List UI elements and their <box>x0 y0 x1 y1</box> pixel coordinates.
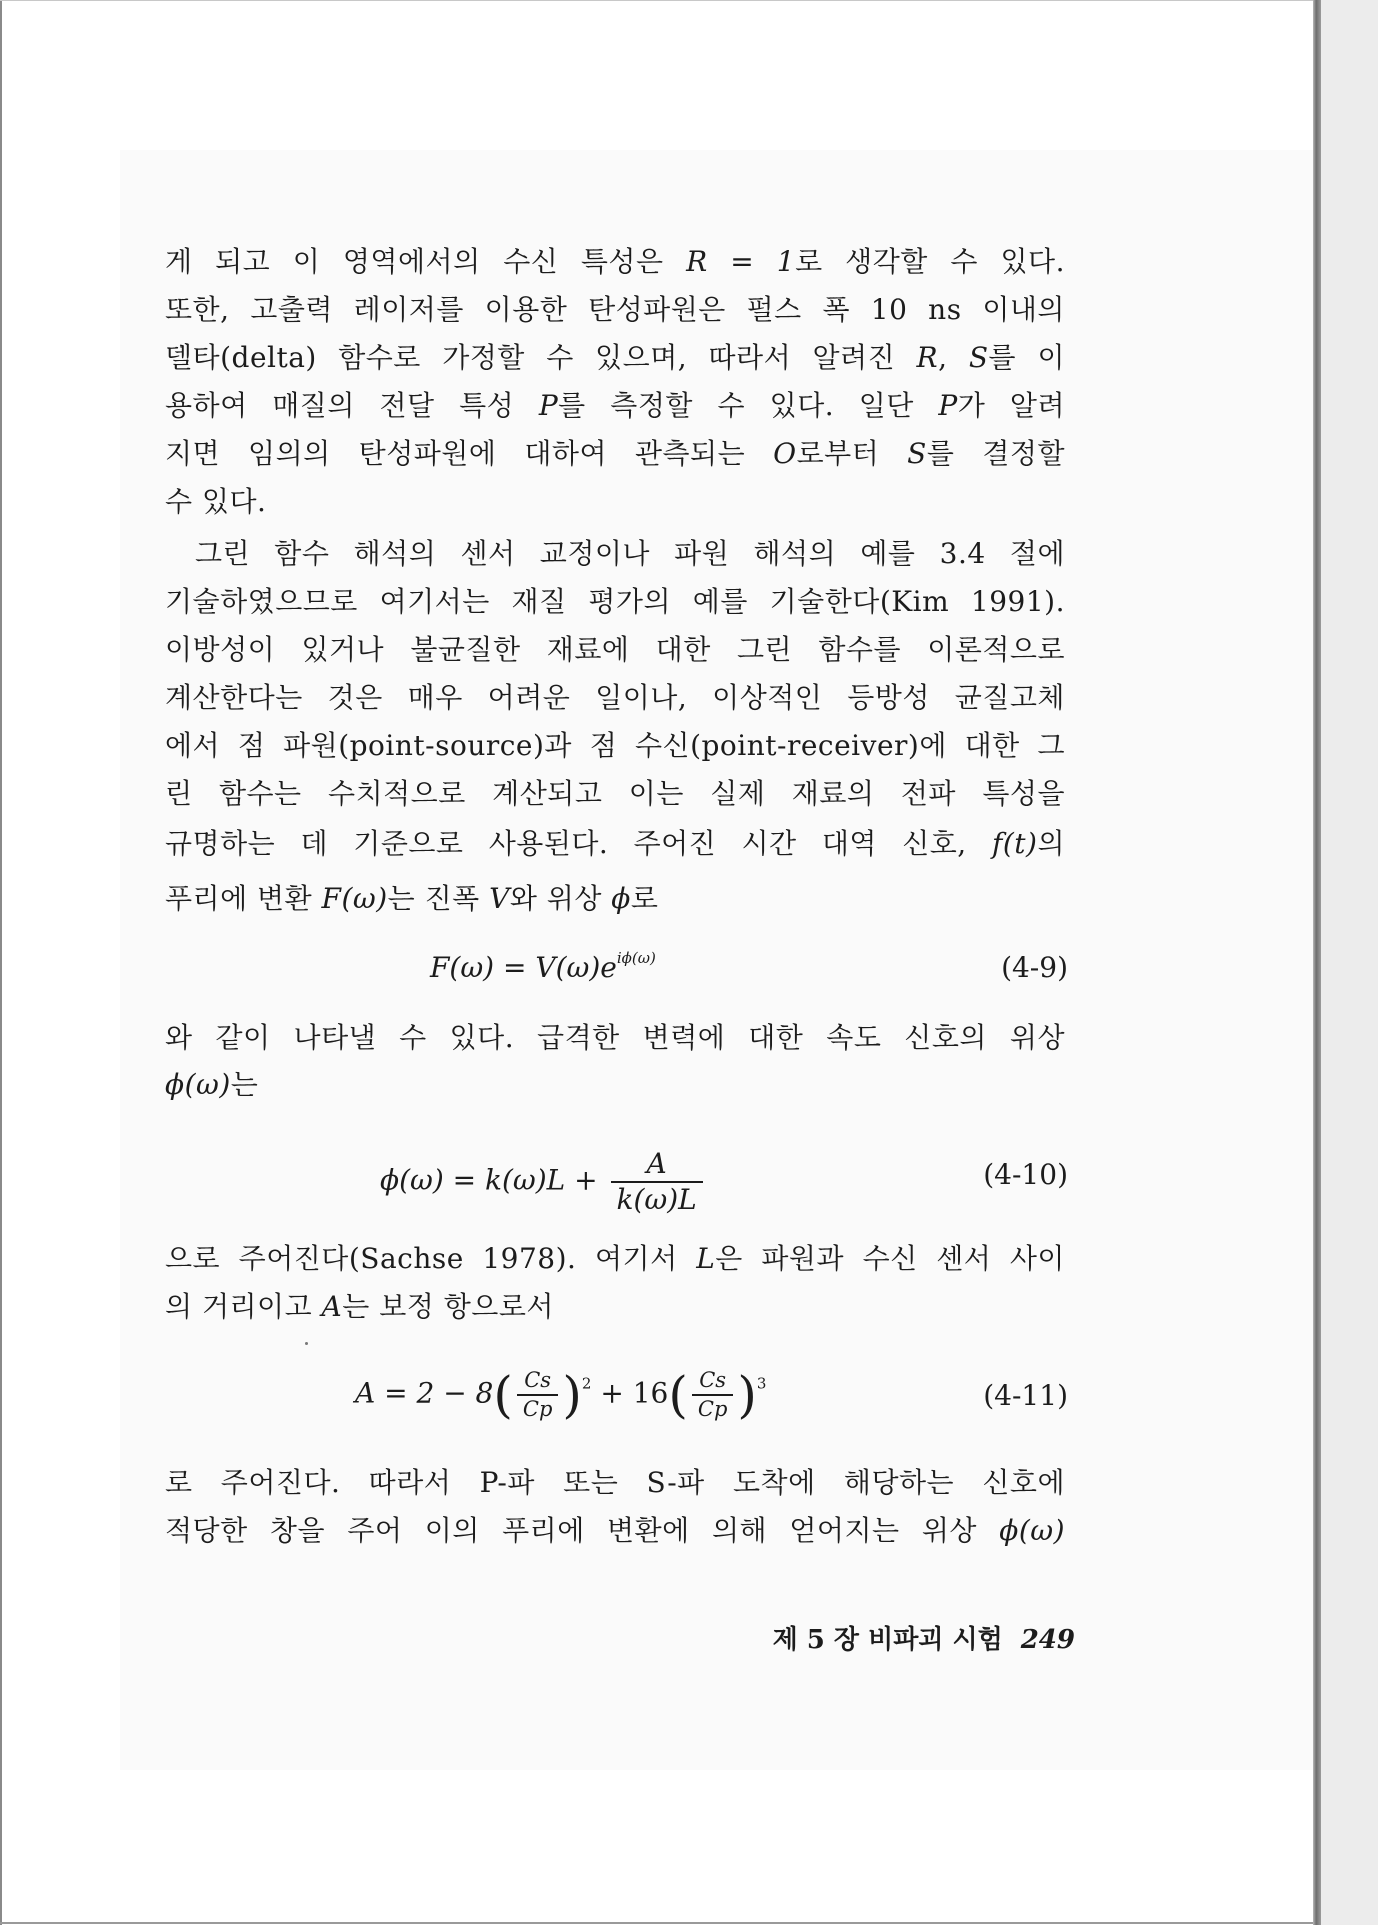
math-inline: R = 1 <box>686 245 796 278</box>
equation-exponent: iϕ(ω) <box>616 949 656 967</box>
text-span: 로 생각할 수 있다. <box>795 245 1065 278</box>
text-line: 린 함수는 수치적으로 계산되고 이는 실제 재료의 전파 특성을 <box>165 777 1065 810</box>
text-span: 로 <box>630 882 659 915</box>
text-line: 계산한다는 것은 매우 어려운 일이나, 이상적인 등방성 균질고체 <box>165 681 1065 714</box>
text-span: 의 <box>1037 827 1065 860</box>
text-span: 는 보정 항으로서 <box>342 1290 554 1323</box>
text-line: 수 있다. <box>165 485 267 518</box>
text-span: 은 파원과 수신 센서 사이 <box>715 1242 1065 1275</box>
equation-4-10 <box>380 1147 707 1216</box>
text-span: 와 위상 <box>509 882 612 915</box>
page-background <box>1321 0 1378 1925</box>
math-inline: O <box>773 437 797 470</box>
math-inline: P <box>938 389 958 422</box>
text-line <box>165 239 1065 285</box>
fraction-denominator: Cp <box>697 1397 728 1421</box>
text-span: 를 측정할 수 있다. 일단 <box>558 389 939 422</box>
math-inline: P <box>538 389 559 422</box>
text-line <box>165 876 658 922</box>
text-line: 또한, 고출력 레이저를 이용한 탄성파원은 펄스 폭 10 ns 이내의 <box>165 293 1065 326</box>
text-span: 가 알려 <box>957 389 1065 422</box>
text-span: 지면 임의의 탄성파원에 대하여 관측되는 <box>165 437 774 470</box>
text-span: 규명하는 데 기준으로 사용된다. 주어진 시간 대역 신호, <box>165 827 992 860</box>
text-span: 델타(delta) 함수로 가정할 수 있으며, 따라서 알려진 <box>165 341 917 374</box>
page-border-bottom <box>0 1922 1318 1924</box>
equation-expression: ϕ(ω) = k(ω)L + <box>380 1163 607 1197</box>
text-line <box>165 431 1065 477</box>
text-span: 의 거리이고 <box>165 1290 322 1323</box>
fraction-denominator: k(ω)L <box>616 1183 697 1216</box>
equation-fraction <box>517 1370 559 1420</box>
math-inline: S <box>907 437 927 470</box>
text-span: 는 진폭 <box>387 882 490 915</box>
equation-fraction <box>692 1370 734 1420</box>
fraction-numerator: Cs <box>699 1368 727 1392</box>
equation-fraction <box>611 1147 703 1216</box>
text-line: 이방성이 있거나 불균질한 재료에 대한 그린 함수를 이론적으로 <box>165 633 1065 666</box>
equation-expression: A = 2 − 8 <box>355 1376 494 1410</box>
text-span: 는 <box>230 1068 259 1101</box>
text-span: 푸리에 변환 <box>165 882 322 915</box>
text-line <box>165 1508 1065 1554</box>
math-inline: ϕ(ω) <box>165 1068 231 1101</box>
text-line: 와 같이 나타낼 수 있다. 급격한 변력에 대한 속도 신호의 위상 <box>165 1021 1065 1054</box>
text-span: 로부터 <box>796 437 908 470</box>
equation-number: (4-11) <box>983 1379 1068 1412</box>
text-line: 그린 함수 해석의 센서 교정이나 파원 해석의 예를 3.4 절에 <box>195 537 1065 570</box>
math-inline: F(ω) <box>321 882 388 915</box>
text-span: 용하여 매질의 전달 특성 <box>165 389 539 422</box>
equation-exponent: 3 <box>756 1374 767 1393</box>
fraction-numerator: Cs <box>524 1368 552 1392</box>
text-line <box>165 1236 1065 1282</box>
text-span: 으로 주어진다(Sachse 1978). 여기서 <box>165 1242 697 1275</box>
page-number: 249 <box>1020 1625 1075 1655</box>
text-line <box>165 1284 554 1330</box>
text-line: 로 주어진다. 따라서 P-파 또는 S-파 도착에 해당하는 신호에 <box>165 1466 1065 1499</box>
equation-number: (4-10) <box>983 1158 1068 1191</box>
text-span: 게 되고 이 영역에서의 수신 특성은 <box>165 245 687 278</box>
scan-speck <box>305 1342 308 1345</box>
math-inline: ϕ(ω) <box>999 1514 1065 1547</box>
math-inline: ϕ <box>611 882 631 915</box>
fraction-numerator: A <box>646 1147 667 1180</box>
equation-4-9 <box>430 945 656 991</box>
text-span: 적당한 창을 주어 이의 푸리에 변환에 의해 얻어지는 위상 <box>165 1514 1000 1547</box>
page-footer <box>730 1617 1075 1663</box>
text-line <box>165 383 1065 429</box>
equation-expression: + 16 <box>591 1376 669 1410</box>
equation-expression: F(ω) = V(ω)e <box>430 951 617 984</box>
equation-number: (4-9) <box>1001 951 1068 984</box>
chapter-title: 제 5 장 비파괴 시험 <box>772 1625 1003 1655</box>
page-border-left <box>0 0 2 1925</box>
text-span: 를 결정할 <box>926 437 1066 470</box>
text-line <box>165 821 1065 867</box>
text-line: 에서 점 파원(point-source)과 점 수신(point-receiver)에 대한 그 <box>165 729 1065 762</box>
page-border-top <box>0 0 1318 1</box>
math-inline: S <box>968 341 989 374</box>
text-line: 기술하였으므로 여기서는 재질 평가의 예를 기술한다(Kim 1991). <box>165 585 1065 618</box>
math-inline: R <box>916 341 939 374</box>
page-edge-right <box>1313 0 1321 1925</box>
fraction-denominator: Cp <box>522 1397 553 1421</box>
equation-4-11: A = 2 − 8( $\frac{Cs}{Cp}$ )$^2$ + 16( $\frac{Cs}{Cp}$ )$^3$ <box>355 1366 767 1424</box>
text-line: 델타(delta) 함수로 가정할 수 있으며, 따라서 알려진 R, S를 이 <box>165 341 1065 374</box>
text-span: 를 이 <box>988 341 1065 374</box>
equation-exponent: 2 <box>581 1374 592 1393</box>
math-inline: A <box>321 1290 343 1323</box>
math-inline: V <box>489 882 510 915</box>
math-inline: L <box>696 1242 716 1275</box>
math-inline: f(t) <box>991 827 1038 860</box>
text-line <box>165 1062 258 1108</box>
